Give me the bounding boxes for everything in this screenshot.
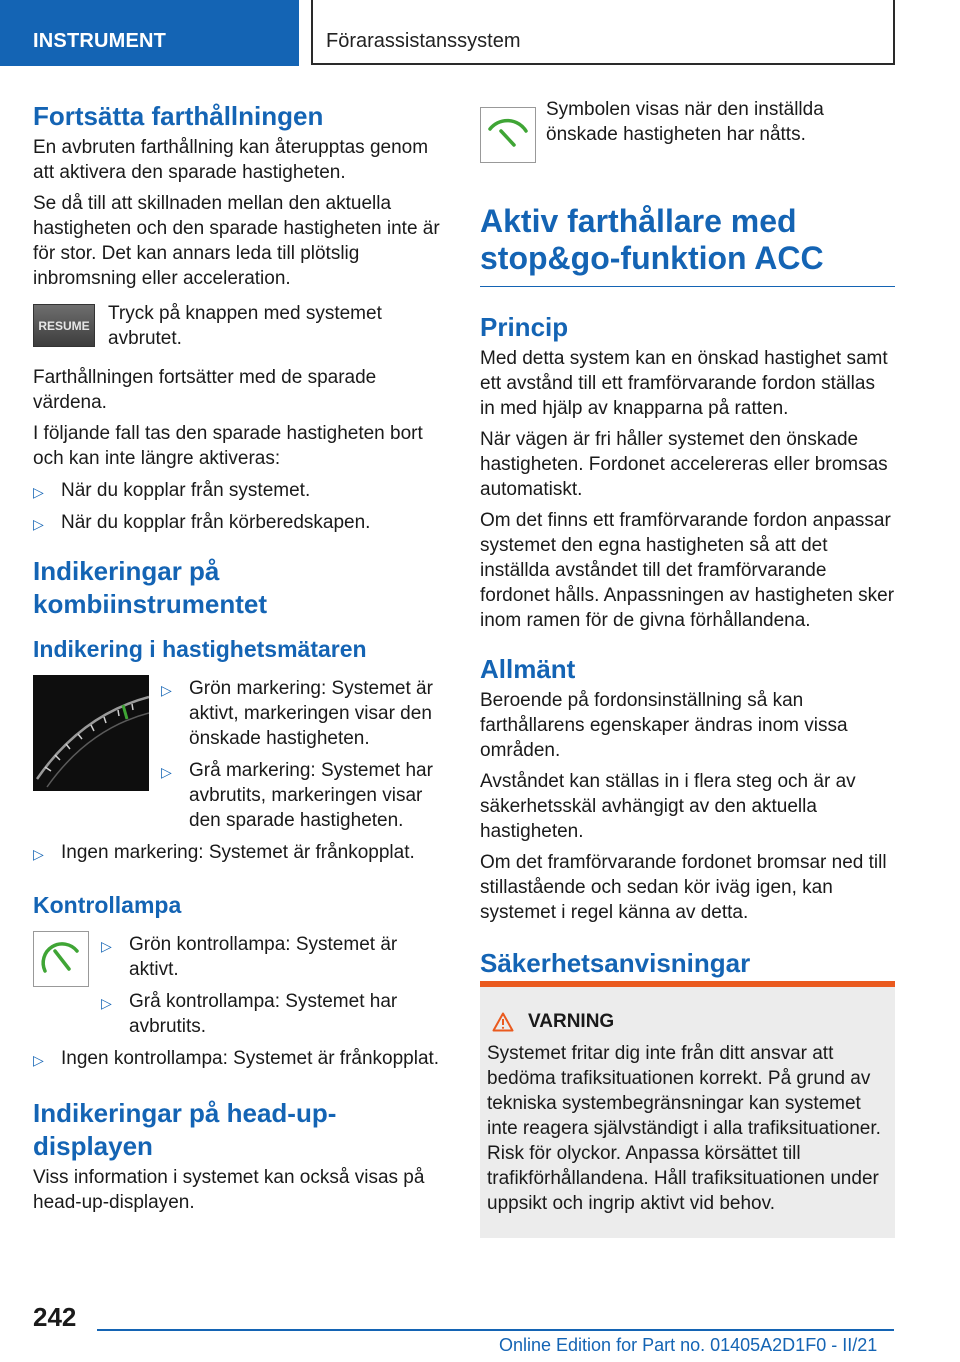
speedo-bullet-list: [161, 669, 443, 833]
list-item: ▷ Grön markering: Systemet är aktivt, markeringen visar den önskade hastigheten.: [161, 678, 433, 749]
paragraph: Om det framförvarande fordonet bromsar ned till stillastående och sedan kör iväg igen, kan systemet i regel känna av detta.: [480, 852, 887, 923]
paragraph: Avståndet kan ställas in i flera steg och är av säkerhetsskäl avhängigt av den aktuella hastigheten.: [480, 771, 856, 842]
heading-acc: Aktiv farthållare med stop&go-funktion ACC: [480, 203, 824, 276]
triangle-bullet-icon: ▷: [33, 1052, 44, 1068]
triangle-bullet-icon: ▷: [101, 938, 112, 954]
heading-principle: Princip: [480, 312, 569, 342]
list-item: ▷ När du kopplar från systemet.: [33, 478, 443, 503]
cruise-control-green-icon: [39, 937, 83, 981]
warning-triangle-icon: [492, 1012, 514, 1032]
paragraph: Beroende på fordonsinställning så kan farthållarens egenskaper ändras inom vissa områden.: [480, 690, 848, 761]
bullet-list: [33, 840, 443, 865]
list-item: ▷ Grå markering: Systemet har avbrutits, markeringen visar den sparade hastigheten.: [161, 760, 433, 831]
paragraph: När vägen är fri håller systemet den önskade hastigheten. Fordonet accelereras eller bromsas automatiskt.: [480, 429, 888, 500]
bullet-list: [33, 478, 443, 535]
symbol-row: [480, 99, 895, 163]
triangle-bullet-icon: ▷: [161, 682, 172, 698]
page-number: 242: [33, 1302, 77, 1332]
list-item: ▷ När du kopplar från körberedskapen.: [33, 510, 443, 535]
triangle-bullet-icon: ▷: [161, 764, 172, 780]
list-item: ▷ Ingen markering: Systemet är frånkopplat.: [33, 840, 443, 865]
lamp-row: [33, 931, 443, 1039]
speedometer-image: [33, 675, 149, 791]
paragraph: Viss information i systemet kan också visas på head-up-displayen.: [33, 1167, 425, 1213]
paragraph: Med detta system kan en önskad hastighet samt ett avstånd till ett framförvarande fordon ställas in med hjälp av knapparna på ratten.: [480, 348, 888, 419]
speedo-row: [33, 675, 443, 833]
paragraph: Se då till att skillnaden mellan den aktuella hastigheten och den sparade hastigheten inte är för stor. Det kan annars leda till plötslig inbromsning eller acceleration.: [33, 193, 440, 289]
section-tab[interactable]: INSTRUMENT: [0, 0, 299, 66]
hud-symbol-image: [480, 107, 536, 163]
heading-resume: Fortsätta farthållningen: [33, 101, 324, 131]
symbol-text: Symbolen visas när den inställda önskade hastigheten har nåtts.: [546, 99, 824, 145]
heading-display: Indikeringar på kombiinstrumentet: [33, 556, 268, 619]
heading-speedo: Indikering i hastighetsmätaren: [33, 636, 367, 662]
right-column: [480, 100, 895, 980]
heading-lamp: Kontrollampa: [33, 892, 182, 918]
lamp-bullet-list: [101, 925, 443, 1039]
resume-instruction-text: Tryck på knappen med systemet avbrutet.: [108, 303, 382, 349]
divider: [480, 286, 895, 287]
paragraph: I följande fall tas den sparade hastigheten bort och kan inte längre aktiveras:: [33, 423, 423, 469]
left-column: [33, 100, 443, 1215]
list-item: ▷ Grå kontrollampa: Systemet har avbrutits.: [101, 991, 398, 1037]
cruise-control-reached-icon: [486, 113, 530, 157]
bullet-list: [33, 1046, 443, 1071]
list-item: ▷ Grön kontrollampa: Systemet är aktivt.: [101, 934, 398, 980]
edition-info: Online Edition for Part no. 01405A2D1F0 - II/21: [499, 1335, 878, 1355]
list-item: ▷ Ingen kontrollampa: Systemet är frånkopplat.: [33, 1046, 443, 1071]
footer-divider: [97, 1329, 894, 1331]
indicator-lamp-image: [33, 931, 89, 987]
paragraph: Om det finns ett framförvarande fordon anpassar systemet den egna hastigheten så att det inställda avståndet till det framförvarande fordonet hålls. Anpassningen av hastigheten sker inom ramen för de givna förhållandena.: [480, 510, 895, 631]
heading-safety: Säkerhetsanvisningar: [480, 948, 751, 978]
triangle-bullet-icon: ▷: [33, 484, 44, 500]
warning-label: VARNING: [528, 1011, 615, 1032]
page-header: [0, 0, 960, 66]
warning-header: [492, 1011, 887, 1033]
paragraph: Farthållningen fortsätter med de sparade värdena.: [33, 367, 377, 413]
resume-instruction: [33, 301, 443, 351]
heading-hud: Indikeringar på head-up-displayen: [33, 1098, 337, 1161]
chapter-title: Förarassistanssystem: [311, 0, 895, 65]
triangle-bullet-icon: ▷: [33, 516, 44, 532]
triangle-bullet-icon: ▷: [33, 846, 44, 862]
warning-box: [480, 981, 895, 1238]
speedometer-arc-icon: [33, 675, 149, 791]
warning-text: Systemet fritar dig inte från ditt ansvar att bedöma trafiksituationen korrekt. På grund av tekniska systembegränsningar kan systemet inte reagera självständigt i alla trafiksituationer. Risk för olyckor. Anpassa körsättet till trafikförhållandena. Håll trafiksituationen under uppsikt och ingrip aktivt vid behov.: [487, 1043, 881, 1214]
triangle-bullet-icon: ▷: [101, 995, 112, 1011]
resume-button-image: RESUME: [33, 304, 95, 347]
paragraph: En avbruten farthållning kan återupptas genom att aktivera den sparade hastigheten.: [33, 137, 429, 183]
heading-general: Allmänt: [480, 654, 576, 684]
